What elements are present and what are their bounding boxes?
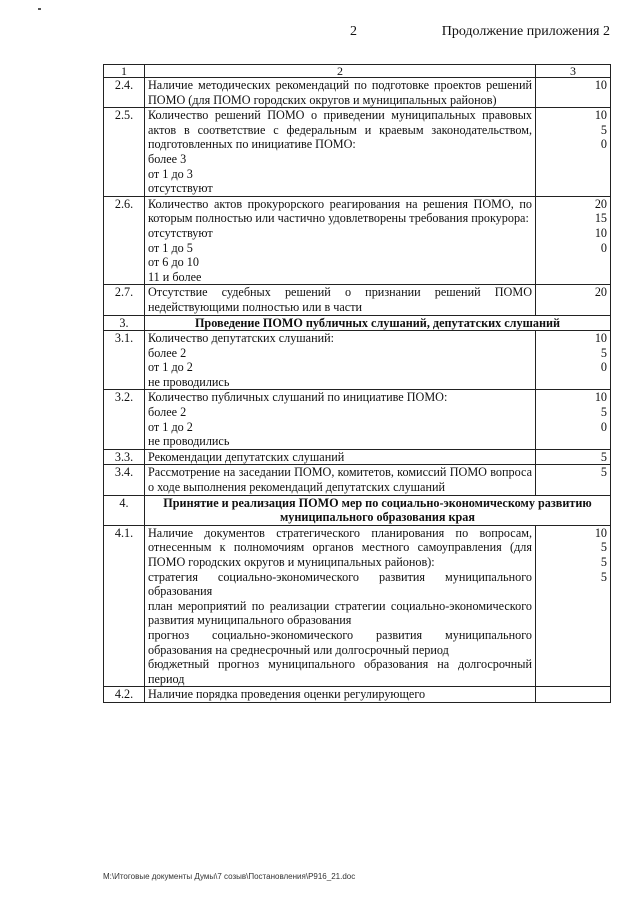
criterion-option: план мероприятий по реализации стратегии социально-экономического развития муниципального образования [148,598,532,628]
table-row [104,108,611,197]
points-value: 5 [600,405,607,420]
page-number: 2 [350,24,357,39]
points-value: 0 [600,240,607,255]
section-row [104,495,611,525]
criterion-text: Рекомендации депутатских слушаний [148,449,345,464]
criterion-text: Наличие методических рекомендаций по подготовке проектов решений ПОМО (для ПОМО городских округов и муниципальных районов) [148,78,532,107]
continuation-label: Продолжение приложения 2 [441,24,610,39]
table-row [104,465,611,495]
criterion-text: Рассмотрение на заседании ПОМО, комитетов, комиссий ПОМО вопроса о ходе выполнения рекомендаций депутатских слушаний [148,465,532,495]
table-row [104,78,611,108]
criterion-text: Количество актов прокурорского реагирования на решения ПОМО, по которым полностью или частично удовлетворены требования прокурора: [148,196,532,226]
criterion-option: 11 и более [148,269,202,284]
criterion-text: Количество решений ПОМО о приведении муниципальных правовых актов в соответствие с федеральным и краевым законодательством, подготовленных по инициативе ПОМО: [148,108,532,152]
points-value: 10 [594,390,607,405]
table-row [104,687,611,703]
item-number: 2.4. [104,78,145,108]
item-number: 2.6. [104,196,145,285]
item-number: 3.3. [104,449,145,465]
table-row [104,285,611,315]
criterion-option: от 1 до 5 [148,240,193,255]
points-value: 10 [594,225,607,240]
points-value: 5 [600,345,607,360]
criterion-option: более 2 [148,405,187,420]
section-title: Принятие и реализация ПОМО мер по социально-экономическому развитию муниципального образования края [163,495,592,525]
criterion-text: Количество депутатских слушаний: [148,331,335,346]
criterion-option: от 1 до 3 [148,166,193,181]
section-title: Проведение ПОМО публичных слушаний, депутатских слушаний [194,315,561,330]
points-value: 5 [600,540,607,555]
points-value: 10 [594,108,607,123]
table-row [104,390,611,449]
file-path: M:\Итоговые документы Думы\7 созыв\Постановления\Р916_21.doc [103,872,356,881]
criterion-option: от 6 до 10 [148,255,199,270]
points-value: 5 [600,465,607,480]
criterion-option: отсутствуют [148,225,213,240]
section-row [104,315,611,331]
table-row [104,525,611,687]
points-value: 0 [600,137,607,152]
criterion-text: Количество публичных слушаний по инициативе ПОМО: [148,390,448,405]
criterion-option: не проводились [148,374,230,389]
table-header-row [104,65,611,78]
column-header: 3 [536,65,611,78]
item-number: 4.2. [104,687,145,703]
criterion-option: бюджетный прогноз муниципального образования на долгосрочный период [148,657,532,686]
points-value: 5 [600,449,607,464]
item-number: 2.5. [104,108,145,197]
criterion-text: Наличие документов стратегического планирования по вопросам, отнесенным к полномочиям органов местного самоуправления (для ПОМО городских округов и муниципальных районов): [148,525,532,569]
item-number: 4. [104,495,145,525]
criterion-option: не проводились [148,434,230,449]
table-row [104,196,611,285]
criterion-text: Наличие порядка проведения оценки регулирующего [148,687,426,702]
points-value: 0 [600,419,607,434]
points-value: 15 [594,211,607,226]
scan-mark [38,8,41,10]
criterion-option: от 1 до 2 [148,419,193,434]
points-value: 5 [600,555,607,569]
table-row [104,449,611,465]
criteria-table [103,64,611,703]
criterion-text: Отсутствие судебных решений о признании решений ПОМО недействующими полностью или в части [148,285,532,314]
points-value: 5 [600,122,607,137]
criterion-option: от 1 до 2 [148,360,193,375]
item-number: 3.4. [104,465,145,495]
criterion-option: более 3 [148,151,187,166]
criterion-option: стратегия социально-экономического развития муниципального образования [148,569,532,599]
criterion-option: прогноз социально-экономического развития муниципального образования на среднесрочный или долгосрочный период [148,627,532,657]
column-header: 1 [104,65,145,78]
points-value: 20 [594,285,607,300]
table-row [104,331,611,390]
item-number: 3.2. [104,390,145,449]
points-value: 20 [594,196,607,211]
item-number: 4.1. [104,525,145,687]
criterion-option: более 2 [148,345,187,360]
item-number: 3. [104,315,145,331]
points-value: 0 [600,360,607,375]
column-header: 2 [145,65,536,78]
points-value: 5 [600,569,607,584]
item-number: 3.1. [104,331,145,390]
item-number: 2.7. [104,285,145,315]
points-value: 10 [594,525,607,540]
points-value: 10 [594,331,607,346]
points-value: 10 [594,78,607,92]
criterion-option: отсутствуют [148,181,213,196]
